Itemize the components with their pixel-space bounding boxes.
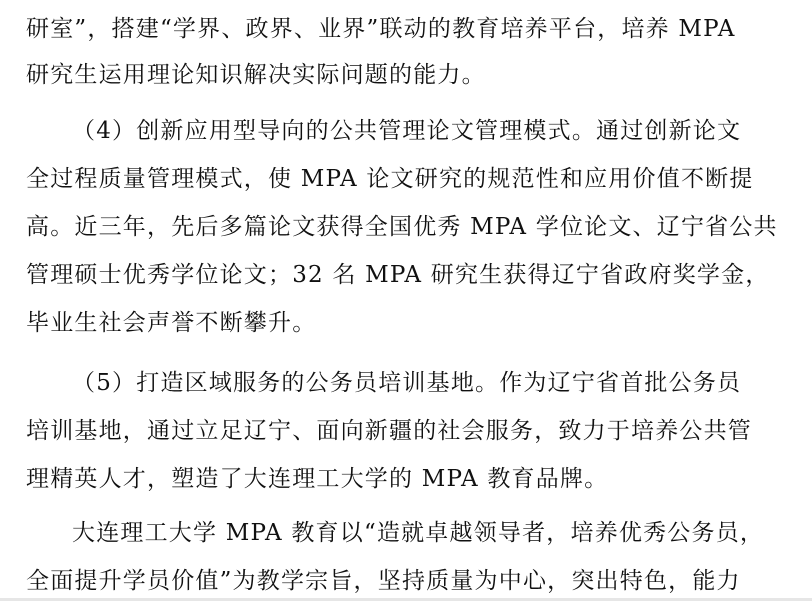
text-line-10: 理精英人才，塑造了大连理工大学的 MPA 教育品牌。 [26, 466, 609, 492]
text-line-12: 全面提升学员价值”为教学宗旨，坚持质量为中心，突出特色，能力 [26, 568, 741, 594]
text-line-4: 全过程质量管理模式，使 MPA 论文研究的规范性和应用价值不断提 [26, 166, 754, 192]
text-line-5: 高。近三年，先后多篇论文获得全国优秀 MPA 学位论文、辽宁省公共 [26, 214, 778, 240]
text-line-2: 研究生运用理论知识解决实际问题的能力。 [26, 62, 486, 88]
text-line-6: 管理硕士优秀学位论文；32 名 MPA 研究生获得辽宁省政府奖学金， [26, 262, 770, 288]
text-line-1: 研室”，搭建“学界、政界、业界”联动的教育培养平台，培养 MPA [26, 16, 736, 42]
text-line-8: （5）打造区域服务的公务员培训基地。作为辽宁省首批公务员 [72, 370, 742, 396]
text-line-7: 毕业生社会声誉不断攀升。 [26, 310, 317, 336]
text-line-9: 培训基地，通过立足辽宁、面向新疆的社会服务，致力于培养公共管 [26, 418, 752, 444]
text-line-11: 大连理工大学 MPA 教育以“造就卓越领导者，培养优秀公务员， [72, 520, 765, 546]
text-line-3: （4）创新应用型导向的公共管理论文管理模式。通过创新论文 [72, 118, 742, 144]
